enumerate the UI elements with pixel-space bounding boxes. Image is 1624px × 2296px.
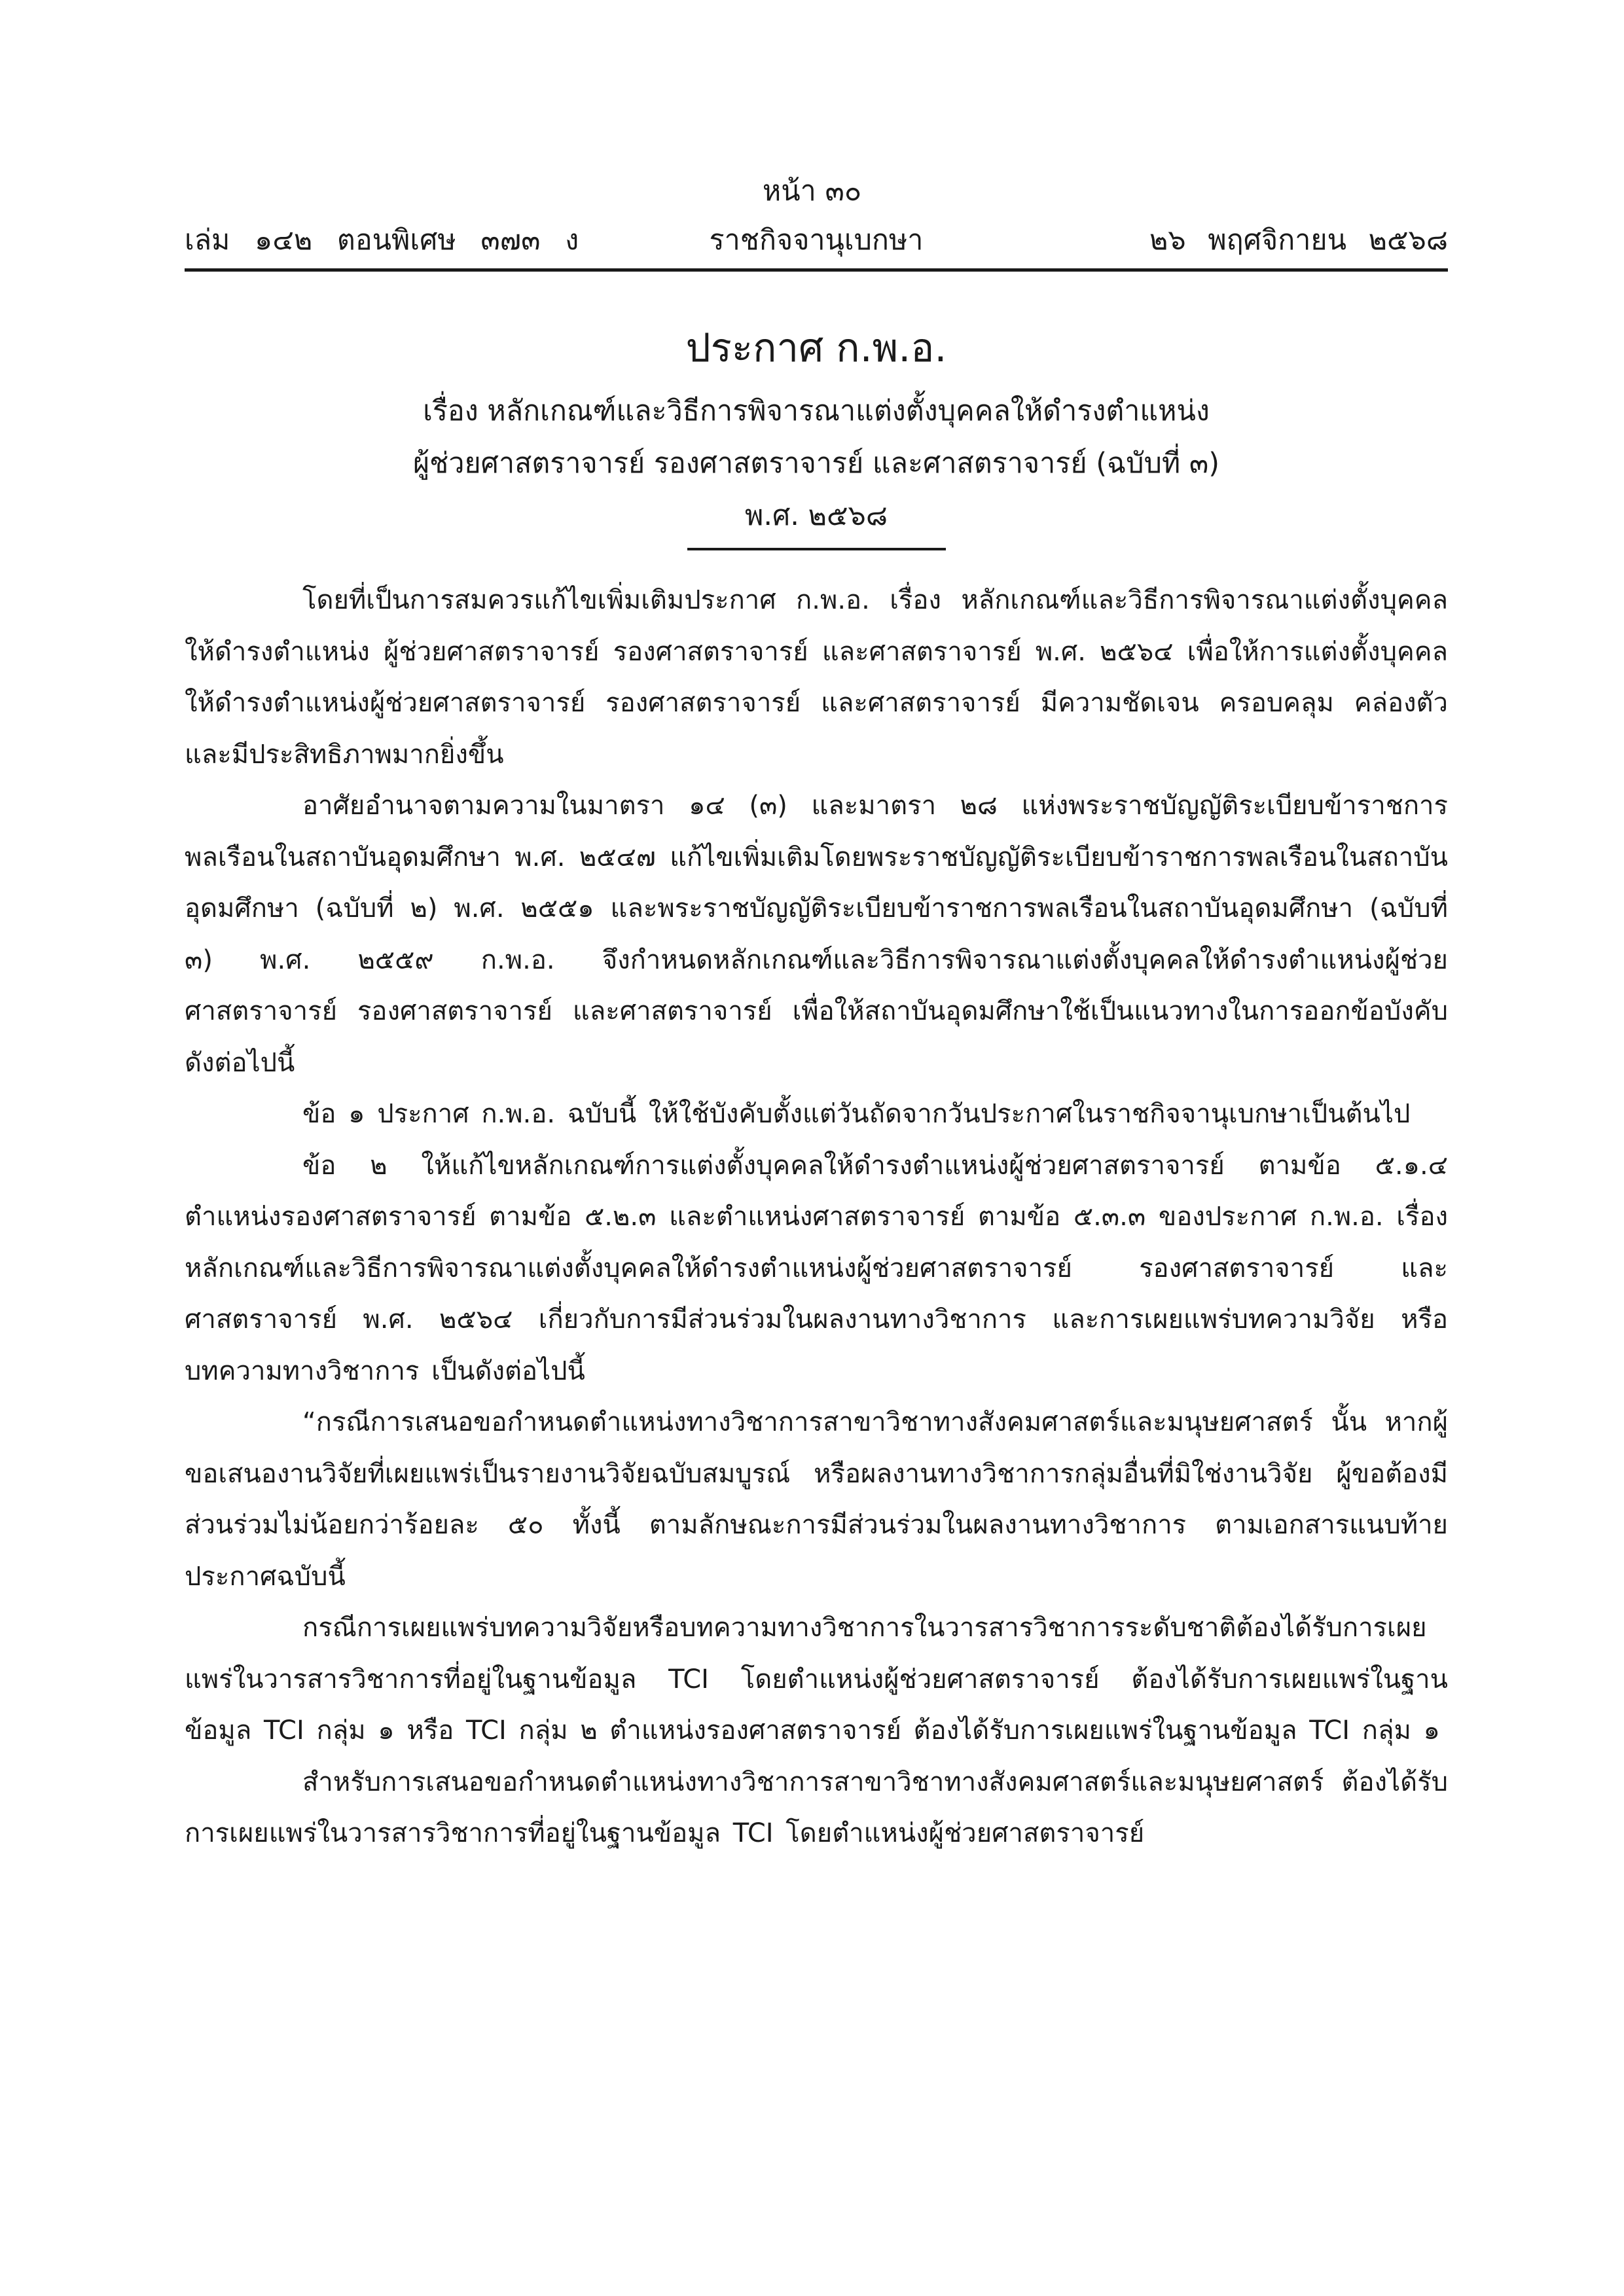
volume-issue: เล่ม ๑๔๒ ตอนพิเศษ ๓๗๓ ง [185, 224, 579, 257]
publication-date: ๒๖ พฤศจิกายน ๒๕๖๘ [1149, 224, 1448, 257]
paragraph-clause-1: ข้อ ๑ ประกาศ ก.พ.อ. ฉบับนี้ ให้ใช้บังคับตั้งแต่วันถัดจากวันประกาศในราชกิจจานุเบกษาเป็นต้นไป [302, 1099, 1411, 1129]
paragraph-authority: อาศัยอำนาจตามความในมาตรา ๑๔ (๓) และมาตรา ๒๘ แห่งพระราชบัญญัติระเบียบข้าราชการพลเรือนในสถาบันอุดมศึกษา พ.ศ. ๒๕๔๗ แก้ไขเพิ่มเติมโดยพระราชบัญญัติระเบียบข้าราชการพลเรือนในสถาบันอุดมศึกษา (ฉบับที่ ๒) พ.ศ. ๒๕๕๑ และพระราชบัญญัติระเบียบข้าราชการพลเรือนในสถาบันอุดมศึกษา (ฉบับที่ ๓) พ.ศ. ๒๕๕๙ ก.พ.อ. จึงกำหนดหลักเกณฑ์และวิธีการพิจารณาแต่งตั้งบุคคลให้ดำรงตำแหน่งผู้ช่วยศาสตราจารย์ รองศาสตราจารย์ และศาสตราจารย์ เพื่อให้สถาบันอุดมศึกษาใช้เป็นแนวทางในการออกข้อบังคับ ดังต่อไปนี้ [185, 791, 1448, 1078]
publication-name: ราชกิจจานุเบกษา [709, 224, 924, 257]
page-number: หน้า ๓๐ [762, 175, 862, 207]
announcement-body [185, 575, 1448, 1859]
header-divider [185, 268, 1448, 272]
paragraph-quoted-rule: “กรณีการเสนอขอกำหนดตำแหน่งทางวิชาการสาขาวิชาทางสังคมศาสตร์และมนุษยศาสตร์ นั้น หากผู้ขอเสนองานวิจัยที่เผยแพร่เป็นรายงานวิจัยฉบับสมบูรณ์ หรือผลงานทางวิชาการกลุ่มอื่นที่มิใช่งานวิจัย ผู้ขอต้องมีส่วนร่วมไม่น้อยกว่าร้อยละ ๕๐ ทั้งนี้ ตามลักษณะการมีส่วนร่วมในผลงานทางวิชาการ ตามเอกสารแนบท้ายประกาศฉบับนี้ [185, 1407, 1448, 1592]
paragraph-social-sciences: สำหรับการเสนอขอกำหนดตำแหน่งทางวิชาการสาขาวิชาทางสังคมศาสตร์และมนุษยศาสตร์ ต้องได้รับการเผยแพร่ในวารสารวิชาการที่อยู่ในฐานข้อมูล TCI โดยตำแหน่งผู้ช่วยศาสตราจารย์ [185, 1767, 1448, 1848]
paragraph-tci-publication: กรณีการเผยแพร่บทความวิจัยหรือบทความทางวิชาการในวารสารวิชาการระดับชาติต้องได้รับการเผยแพร่ในวารสารวิชาการที่อยู่ในฐานข้อมูล TCI โดยตำแหน่งผู้ช่วยศาสตราจารย์ ต้องได้รับการเผยแพร่ในฐานข้อมูล TCI กลุ่ม ๑ หรือ TCI กลุ่ม ๒ ตำแหน่งรองศาสตราจารย์ ต้องได้รับการเผยแพร่ในฐานข้อมูล TCI กลุ่ม ๑ [185, 1613, 1448, 1746]
gazette-header [185, 221, 1448, 260]
announcement-year: พ.ศ. ๒๕๖๘ [744, 499, 888, 532]
paragraph-preamble: โดยที่เป็นการสมควรแก้ไขเพิ่มเติมประกาศ ก.พ.อ. เรื่อง หลักเกณฑ์และวิธีการพิจารณาแต่งตั้งบุคคลให้ดำรงตำแหน่ง ผู้ช่วยศาสตราจารย์ รองศาสตราจารย์ และศาสตราจารย์ พ.ศ. ๒๕๖๔ เพื่อให้การแต่งตั้งบุคคลให้ดำรงตำแหน่งผู้ช่วยศาสตราจารย์ รองศาสตราจารย์ และศาสตราจารย์ มีความชัดเจน ครอบคลุม คล่องตัว และมีประสิทธิภาพมากยิ่งขึ้น [185, 585, 1448, 770]
title-divider [687, 548, 946, 550]
subject-line-1: เรื่อง หลักเกณฑ์และวิธีการพิจารณาแต่งตั้งบุคคลให้ดำรงตำแหน่ง [423, 395, 1210, 427]
subject-line-2: ผู้ช่วยศาสตราจารย์ รองศาสตราจารย์ และศาสตราจารย์ (ฉบับที่ ๓) [412, 447, 1220, 480]
paragraph-clause-2: ข้อ ๒ ให้แก้ไขหลักเกณฑ์การแต่งตั้งบุคคลให้ดำรงตำแหน่งผู้ช่วยศาสตราจารย์ ตามข้อ ๕.๑.๔ ตำแหน่งรองศาสตราจารย์ ตามข้อ ๕.๒.๓ และตำแหน่งศาสตราจารย์ ตามข้อ ๕.๓.๓ ของประกาศ ก.พ.อ. เรื่อง หลักเกณฑ์และวิธีการพิจารณาแต่งตั้งบุคคลให้ดำรงตำแหน่งผู้ช่วยศาสตราจารย์ รองศาสตราจารย์ และศาสตราจารย์ พ.ศ. ๒๕๖๔ เกี่ยวกับการมีส่วนร่วมในผลงานทางวิชาการ และการเผยแพร่บทความวิจัย หรือบทความทางวิชาการ เป็นดังต่อไปนี้ [185, 1150, 1448, 1386]
announcement-title-block [185, 321, 1448, 542]
announcement-title: ประกาศ ก.พ.อ. [685, 325, 947, 371]
